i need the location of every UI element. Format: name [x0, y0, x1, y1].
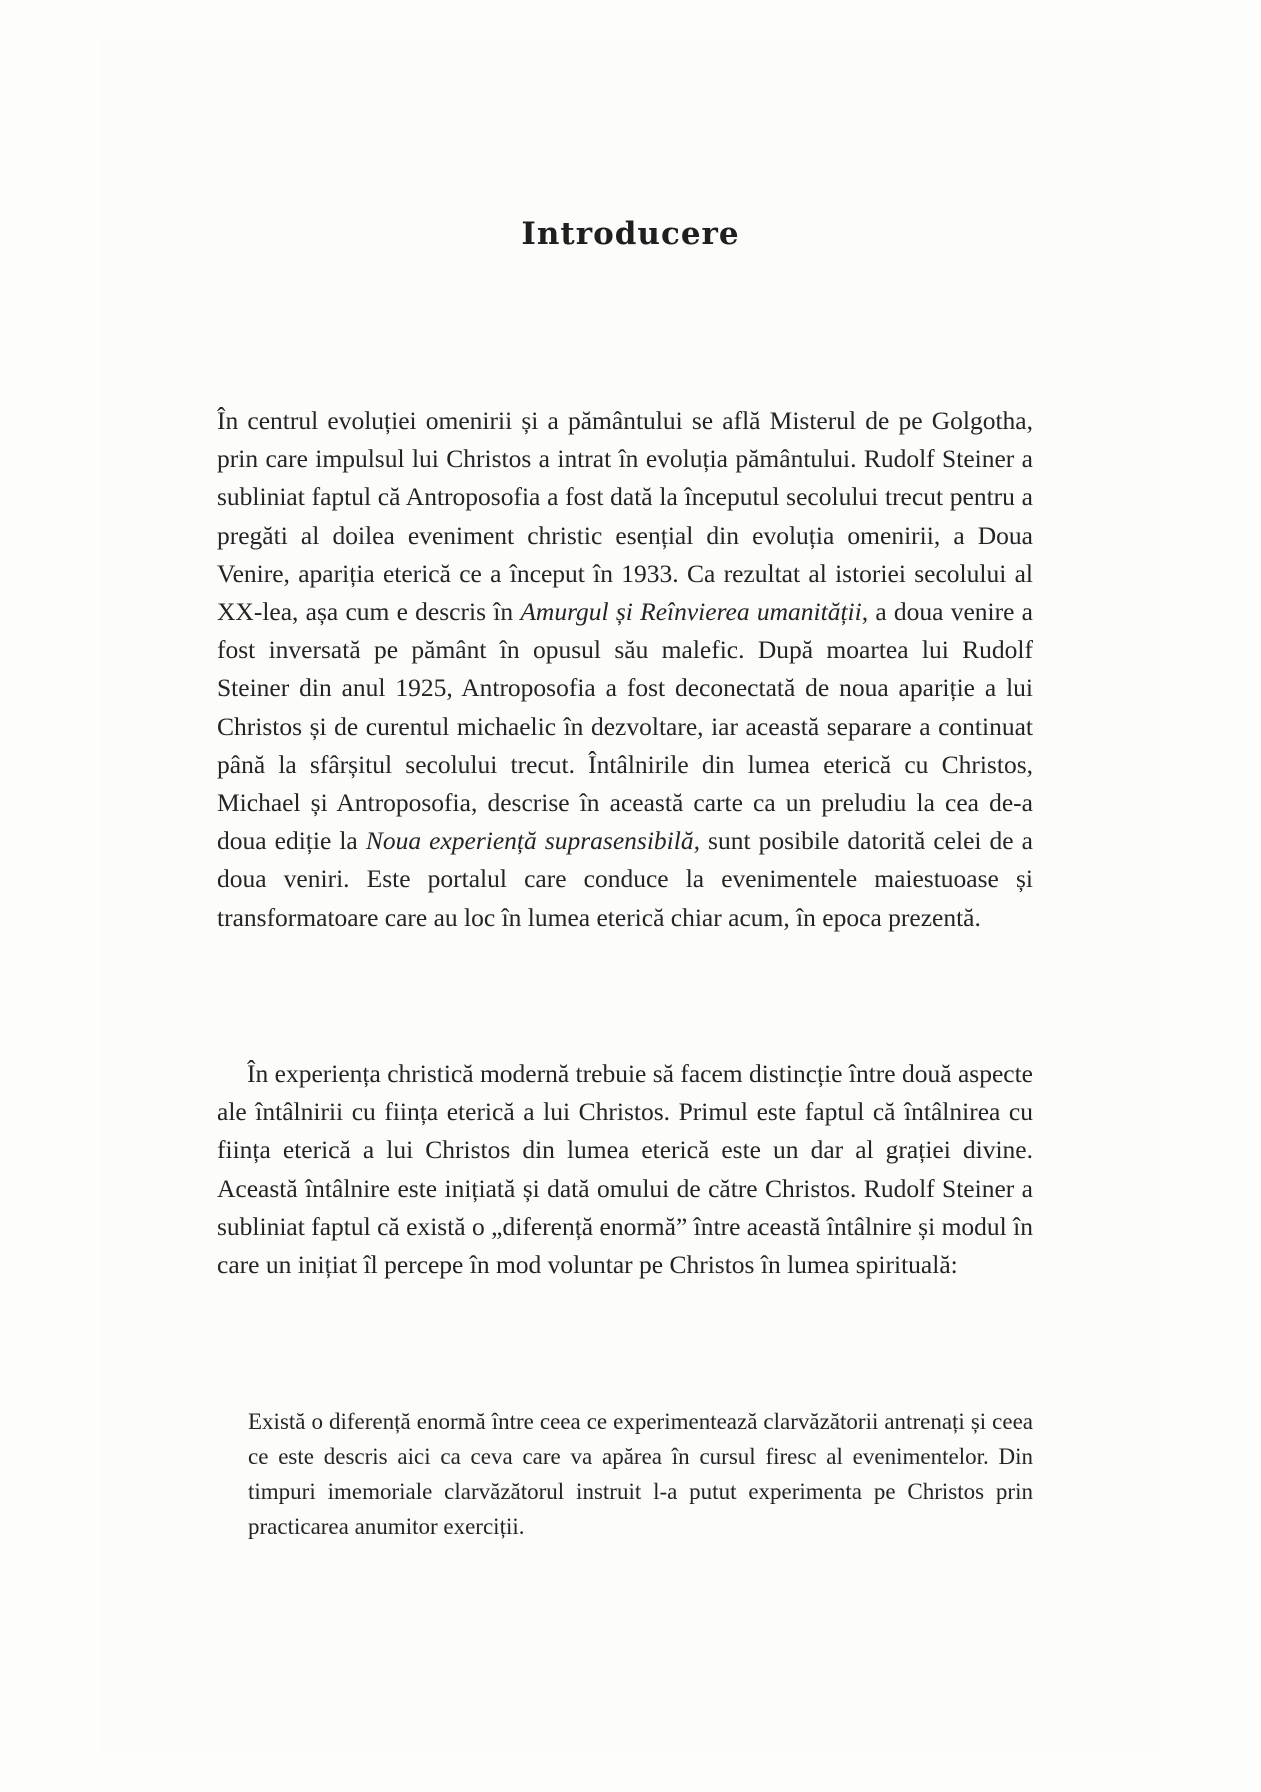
- book-title-noua-experienta: Noua experiență suprasensibilă,: [365, 826, 700, 856]
- body-paragraph-2: În experiența christică modernă trebuie să facem distincție între două aspecte ale întâlnirii cu ființa eterică a lui Christos. Primul este faptul că întâlnirea cu ființa eterică a lui Christos din lumea eterică este un dar al grației divine. Această întâlnire este inițiată și dată omului de către Christos. Rudolf Steiner a subliniat faptul că există o „diferență enormă” între această întâlnire și modul în care un inițiat îl percepe în mod voluntar pe Christos în lumea spirituală:: [217, 1059, 1033, 1280]
- paragraph-1-text-c: sunt posibile datorită celei de a doua veniri. Este portalul care conduce la evenimentele maiestuoase și transformatoare care au loc în lumea eterică chiar acum, în epoca prezentă.: [217, 826, 1033, 932]
- page-title: Introducere: [521, 216, 740, 252]
- paragraph-1-text-a: În centrul evoluției omenirii și a pământului se află Misterul de pe Golgotha, prin care impulsul lui Christos a intrat în evoluția pământului. Rudolf Steiner a subliniat faptul că Antroposofia a fost dată la începutul secolului trecut pentru a pregăti al doilea eveniment christic esențial din evoluția omenirii, a Doua Venire, apariția eterică ce a început în 1933. Ca rezultat al istoriei secolului al XX-lea, așa cum e descris în: [217, 406, 1033, 627]
- body-paragraph-1: [217, 402, 1033, 937]
- paragraph-1-text-b: a doua venire a fost inversată pe pământ în opusul său malefic. După moartea lui Rudolf Steiner din anul 1925, Antroposofia a fost deconectată de noua apariție a lui Christos și de curentul michaelic în dezvoltare, iar această separare a continuat până la sfârșitul secolului trecut. Întâlnirile din lumea eterică cu Christos, Michael și Antroposofia, descrise în această carte ca un preludiu la cea de-a doua ediție la: [217, 597, 1033, 856]
- book-title-amurgul: Amurgul și Reînvierea umanității,: [520, 597, 869, 627]
- block-quote: Există o diferență enormă între ceea ce experimentează clarvăzătorii antrenați și ceea ce este descris aici ca ceva care va apărea în cursul firesc al evenimentelor. Din timpuri imemoriale clarvăzătorul instruit l-a putut experimenta pe Christos prin practicarea anumitor exerciții.: [248, 1409, 1033, 1539]
